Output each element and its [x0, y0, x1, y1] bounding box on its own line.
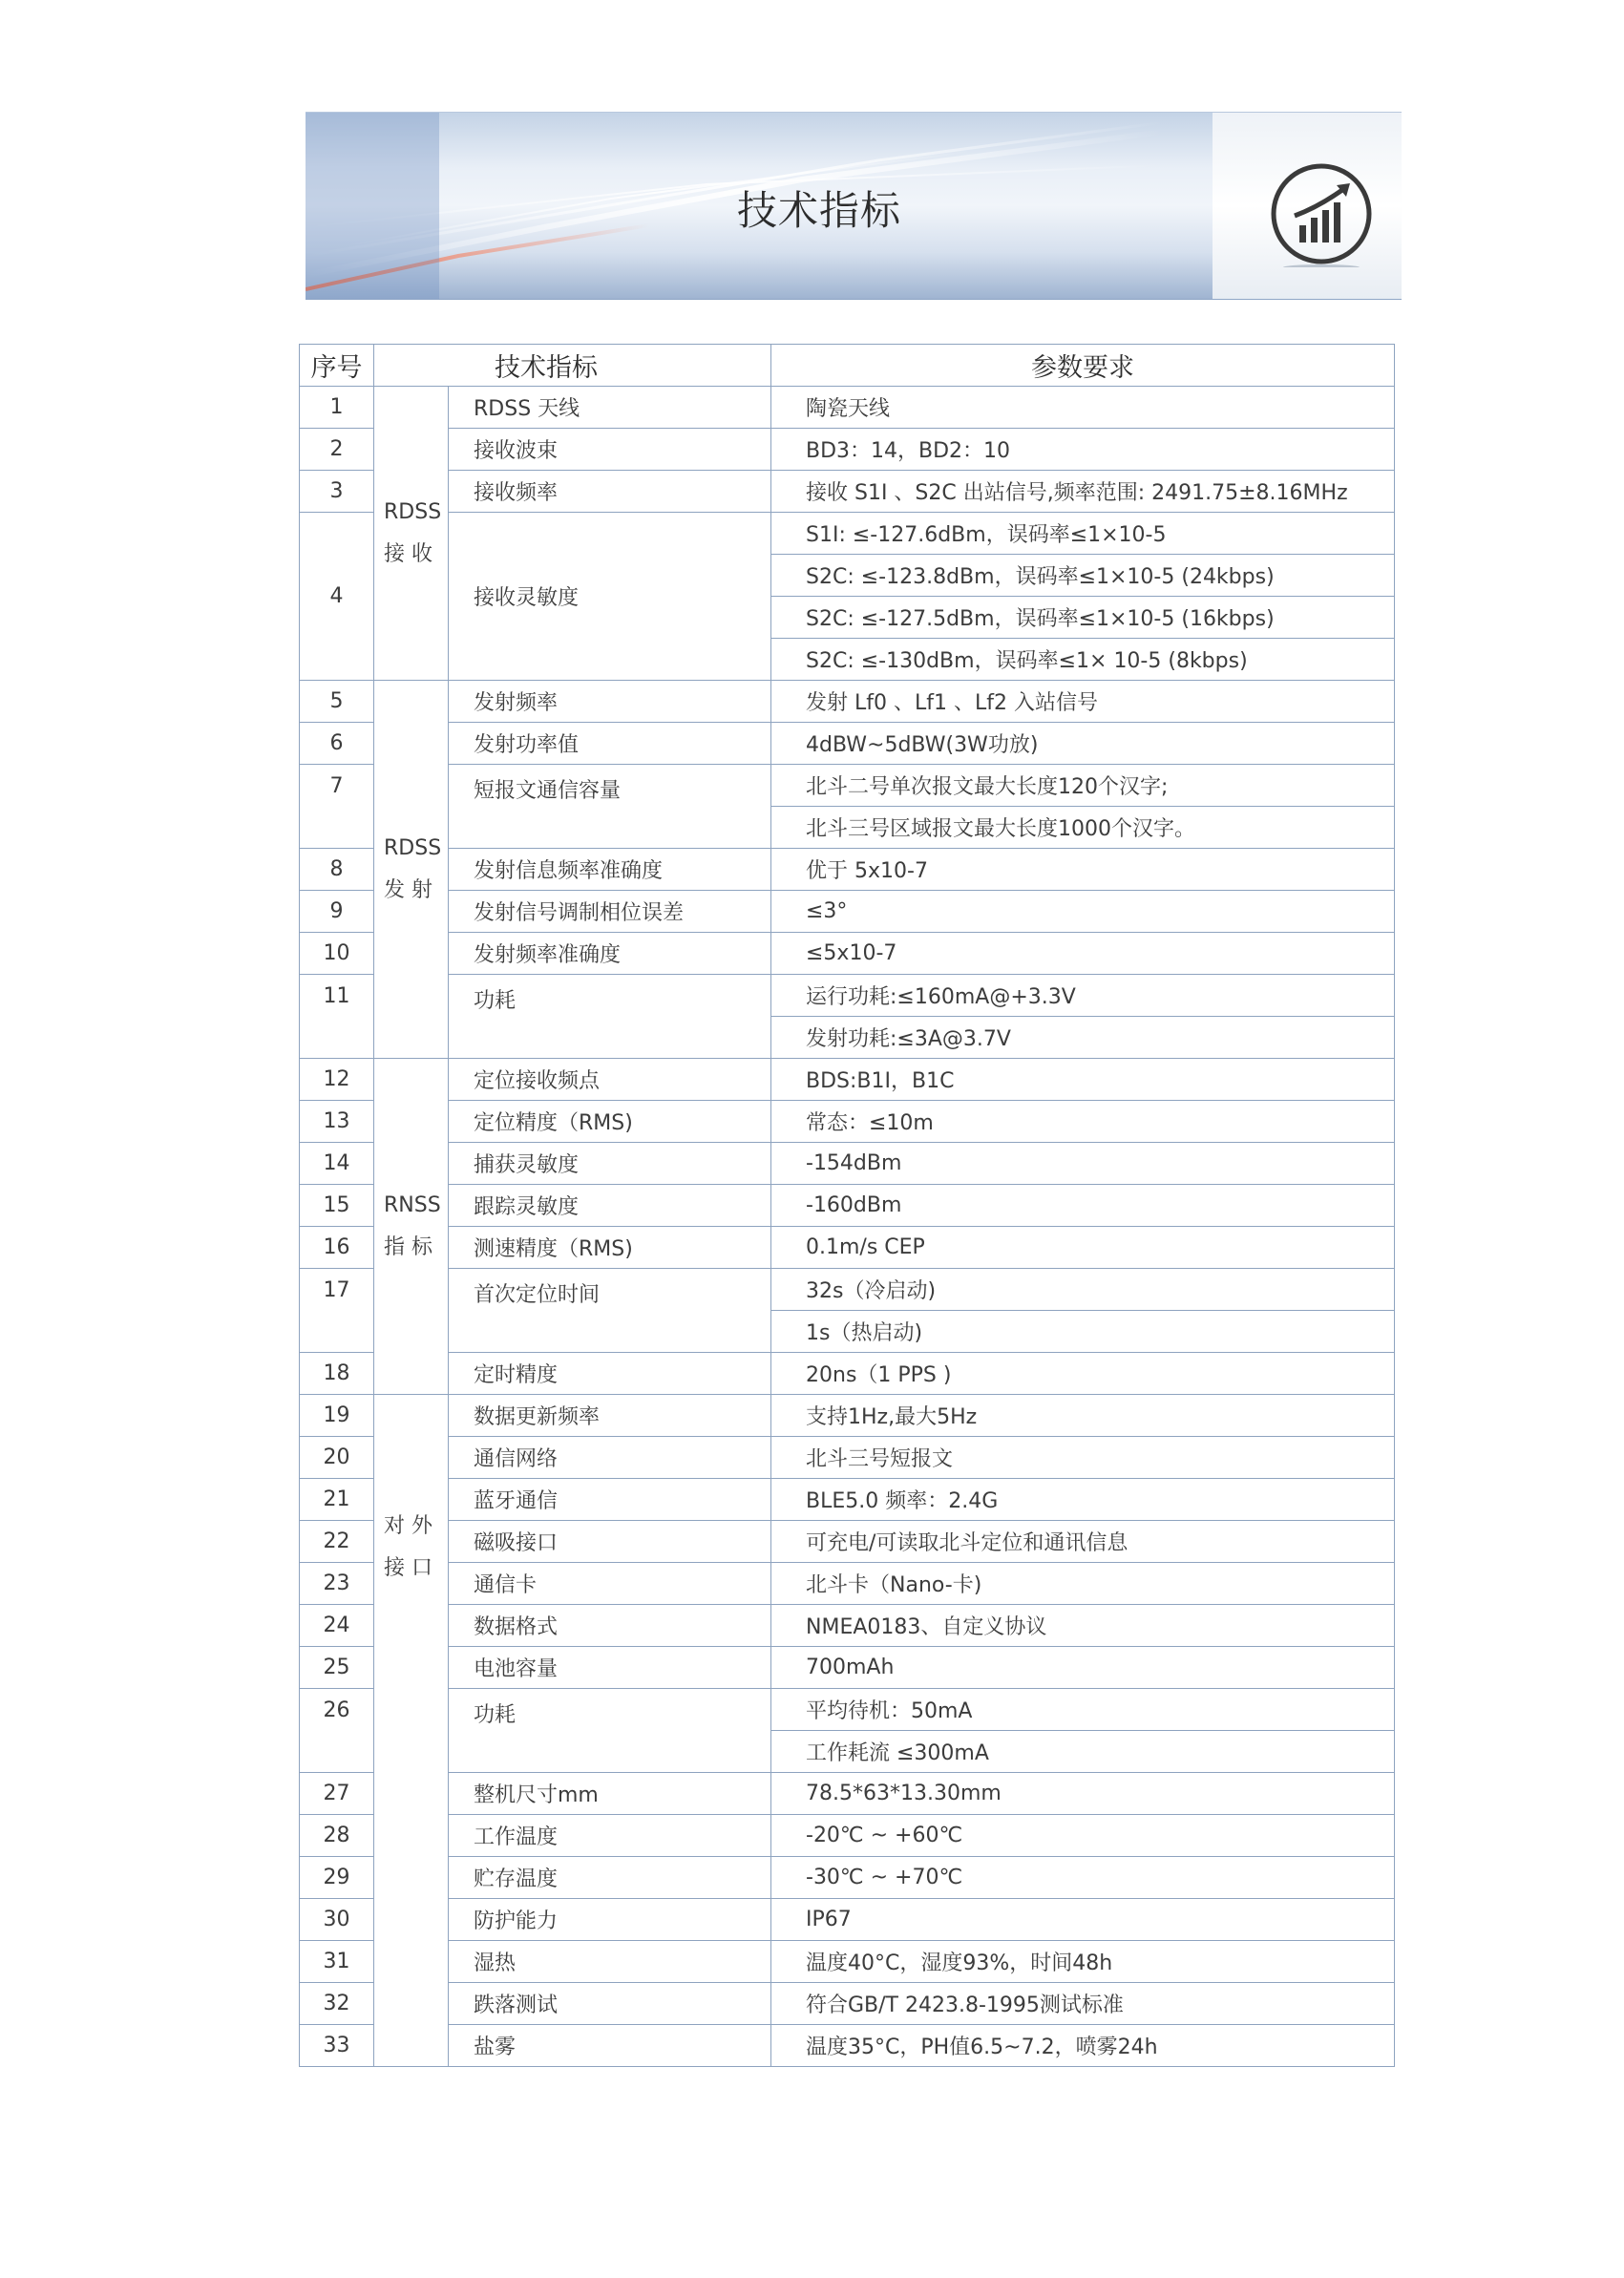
row-item: 捕获灵敏度	[449, 1143, 771, 1185]
row-value: 20ns（1 PPS )	[771, 1353, 1395, 1395]
table-row	[300, 2025, 1395, 2067]
row-no: 20	[300, 1437, 374, 1479]
group-label-line: 接 收	[384, 541, 432, 566]
light-streaks-decoration	[306, 113, 1165, 299]
row-value: S1I: ≤-127.6dBm，误码率≤1×10-5	[771, 513, 1395, 555]
table-row	[300, 1101, 1395, 1143]
table-row	[300, 513, 1395, 555]
row-value: BDS:B1I，B1C	[771, 1059, 1395, 1101]
row-item: 短报文通信容量	[449, 765, 771, 849]
header-no: 序号	[300, 345, 374, 387]
row-no: 29	[300, 1857, 374, 1899]
row-value: BD3：14，BD2：10	[771, 429, 1395, 471]
row-value: 运行功耗:≤160mA@+3.3V	[771, 975, 1395, 1017]
row-no: 4	[300, 513, 374, 681]
row-value: 温度40°C，湿度93%，时间48h	[771, 1941, 1395, 1983]
row-no: 11	[300, 975, 374, 1059]
row-no: 33	[300, 2025, 374, 2067]
table-row	[300, 1815, 1395, 1857]
row-value: 支持1Hz,最大5Hz	[771, 1395, 1395, 1437]
row-value: 北斗卡（Nano-卡)	[771, 1563, 1395, 1605]
row-no: 16	[300, 1227, 374, 1269]
row-value: 4dBW~5dBW(3W功放)	[771, 723, 1395, 765]
row-item: 数据更新频率	[449, 1395, 771, 1437]
row-no: 28	[300, 1815, 374, 1857]
row-value: S2C: ≤-127.5dBm，误码率≤1×10-5 (16kbps)	[771, 597, 1395, 639]
row-item: 测速精度（RMS)	[449, 1227, 771, 1269]
row-no: 22	[300, 1521, 374, 1563]
table-row	[300, 471, 1395, 513]
row-value: 北斗二号单次报文最大长度120个汉字;	[771, 765, 1395, 807]
row-value: 陶瓷天线	[771, 387, 1395, 429]
table-row	[300, 387, 1395, 429]
row-value: 温度35°C，PH值6.5~7.2，喷雾24h	[771, 2025, 1395, 2067]
table-row	[300, 933, 1395, 975]
row-item: 跟踪灵敏度	[449, 1185, 771, 1227]
table-row	[300, 1227, 1395, 1269]
row-value: S2C: ≤-123.8dBm，误码率≤1×10-5 (24kbps)	[771, 555, 1395, 597]
row-value: 北斗三号区域报文最大长度1000个汉字。	[771, 807, 1395, 849]
row-value: -154dBm	[771, 1143, 1395, 1185]
row-no: 3	[300, 471, 374, 513]
row-value: 发射功耗:≤3A@3.7V	[771, 1017, 1395, 1059]
table-row	[300, 975, 1395, 1017]
table-row	[300, 1899, 1395, 1941]
table-row	[300, 1185, 1395, 1227]
row-no: 26	[300, 1689, 374, 1773]
row-item: 发射频率准确度	[449, 933, 771, 975]
row-item: 定时精度	[449, 1353, 771, 1395]
table-row	[300, 1857, 1395, 1899]
table-row	[300, 1563, 1395, 1605]
table-row	[300, 765, 1395, 807]
table-row	[300, 1353, 1395, 1395]
row-value: 32s（冷启动)	[771, 1269, 1395, 1311]
group-label-line: RNSS	[384, 1192, 441, 1217]
group-label-line: RDSS	[384, 835, 442, 860]
row-value: 接收 S1I 、S2C 出站信号,频率范围: 2491.75±8.16MHz	[771, 471, 1395, 513]
row-value: 78.5*63*13.30mm	[771, 1773, 1395, 1815]
row-item: 蓝牙通信	[449, 1479, 771, 1521]
row-item: 发射频率	[449, 681, 771, 723]
row-value: BLE5.0 频率：2.4G	[771, 1479, 1395, 1521]
group-label-line: 指 标	[384, 1234, 432, 1259]
row-no: 19	[300, 1395, 374, 1437]
row-no: 9	[300, 891, 374, 933]
group-label-line: 接 口	[384, 1555, 432, 1580]
row-value: 1s（热启动)	[771, 1311, 1395, 1353]
row-no: 27	[300, 1773, 374, 1815]
row-item: 数据格式	[449, 1605, 771, 1647]
row-no: 23	[300, 1563, 374, 1605]
row-item: 发射信息频率准确度	[449, 849, 771, 891]
row-value: 北斗三号短报文	[771, 1437, 1395, 1479]
row-value: 700mAh	[771, 1647, 1395, 1689]
row-item: 工作温度	[449, 1815, 771, 1857]
row-item: 通信卡	[449, 1563, 771, 1605]
row-no: 1	[300, 387, 374, 429]
row-value: S2C: ≤-130dBm，误码率≤1× 10-5 (8kbps)	[771, 639, 1395, 681]
row-value: 平均待机：50mA	[771, 1689, 1395, 1731]
group-rdss-receive	[374, 387, 449, 681]
row-no: 15	[300, 1185, 374, 1227]
row-no: 25	[300, 1647, 374, 1689]
table-row	[300, 1605, 1395, 1647]
row-no: 14	[300, 1143, 374, 1185]
row-no: 32	[300, 1983, 374, 2025]
table-row	[300, 1437, 1395, 1479]
row-no: 31	[300, 1941, 374, 1983]
row-item: 定位精度（RMS)	[449, 1101, 771, 1143]
row-value: NMEA0183、自定义协议	[771, 1605, 1395, 1647]
row-no: 21	[300, 1479, 374, 1521]
banner-icon-panel	[1213, 113, 1402, 299]
table-row	[300, 429, 1395, 471]
row-value: IP67	[771, 1899, 1395, 1941]
group-label-line: 发 射	[384, 877, 432, 902]
group-rnss	[374, 1059, 449, 1395]
table-row	[300, 1521, 1395, 1563]
row-item: 接收频率	[449, 471, 771, 513]
row-item: RDSS 天线	[449, 387, 771, 429]
group-label-line: 对 外	[384, 1513, 432, 1538]
row-no: 17	[300, 1269, 374, 1353]
table-row	[300, 1941, 1395, 1983]
row-no: 13	[300, 1101, 374, 1143]
row-value: 符合GB/T 2423.8-1995测试标准	[771, 1983, 1395, 2025]
row-no: 12	[300, 1059, 374, 1101]
table-row	[300, 723, 1395, 765]
row-item: 发射功率值	[449, 723, 771, 765]
table-row	[300, 1647, 1395, 1689]
row-no: 5	[300, 681, 374, 723]
row-item: 功耗	[449, 1689, 771, 1773]
bar-chart-growth-icon	[1268, 160, 1375, 267]
group-label-line: RDSS	[384, 499, 442, 524]
row-no: 24	[300, 1605, 374, 1647]
row-no: 10	[300, 933, 374, 975]
row-item: 磁吸接口	[449, 1521, 771, 1563]
row-item: 整机尺寸mm	[449, 1773, 771, 1815]
specification-table	[299, 344, 1395, 2067]
row-item: 贮存温度	[449, 1857, 771, 1899]
table-row	[300, 849, 1395, 891]
row-value: 优于 5x10-7	[771, 849, 1395, 891]
row-item: 功耗	[449, 975, 771, 1059]
table-row	[300, 681, 1395, 723]
row-value: ≤3°	[771, 891, 1395, 933]
row-value: 常态：≤10m	[771, 1101, 1395, 1143]
header-banner	[306, 112, 1402, 300]
row-item: 接收灵敏度	[449, 513, 771, 681]
row-item: 湿热	[449, 1941, 771, 1983]
row-item: 发射信号调制相位误差	[449, 891, 771, 933]
group-rdss-transmit	[374, 681, 449, 1059]
table-row	[300, 1059, 1395, 1101]
row-item: 定位接收频点	[449, 1059, 771, 1101]
row-no: 6	[300, 723, 374, 765]
header-param: 参数要求	[771, 345, 1395, 387]
row-item: 防护能力	[449, 1899, 771, 1941]
row-item: 通信网络	[449, 1437, 771, 1479]
table-row	[300, 1983, 1395, 2025]
row-no: 7	[300, 765, 374, 849]
header-item: 技术指标	[374, 345, 771, 387]
row-value: 工作耗流 ≤300mA	[771, 1731, 1395, 1773]
row-item: 首次定位时间	[449, 1269, 771, 1353]
table-row	[300, 1479, 1395, 1521]
table-row	[300, 1773, 1395, 1815]
row-item: 跌落测试	[449, 1983, 771, 2025]
row-value: 0.1m/s CEP	[771, 1227, 1395, 1269]
row-value: -30℃ ~ +70℃	[771, 1857, 1395, 1899]
banner-title: 技术指标	[737, 187, 902, 234]
table-row	[300, 1143, 1395, 1185]
table-row	[300, 1689, 1395, 1731]
row-value: -160dBm	[771, 1185, 1395, 1227]
row-value: 可充电/可读取北斗定位和通讯信息	[771, 1521, 1395, 1563]
row-value: 发射 Lf0 、Lf1 、Lf2 入站信号	[771, 681, 1395, 723]
row-no: 30	[300, 1899, 374, 1941]
table-header-row	[300, 345, 1395, 387]
row-item: 盐雾	[449, 2025, 771, 2067]
row-value: ≤5x10-7	[771, 933, 1395, 975]
row-value: -20℃ ~ +60℃	[771, 1815, 1395, 1857]
row-no: 8	[300, 849, 374, 891]
table-row	[300, 891, 1395, 933]
row-item: 接收波束	[449, 429, 771, 471]
row-item: 电池容量	[449, 1647, 771, 1689]
table-row	[300, 1395, 1395, 1437]
row-no: 18	[300, 1353, 374, 1395]
group-external-interface	[374, 1395, 449, 2067]
row-no: 2	[300, 429, 374, 471]
table-row	[300, 1269, 1395, 1311]
